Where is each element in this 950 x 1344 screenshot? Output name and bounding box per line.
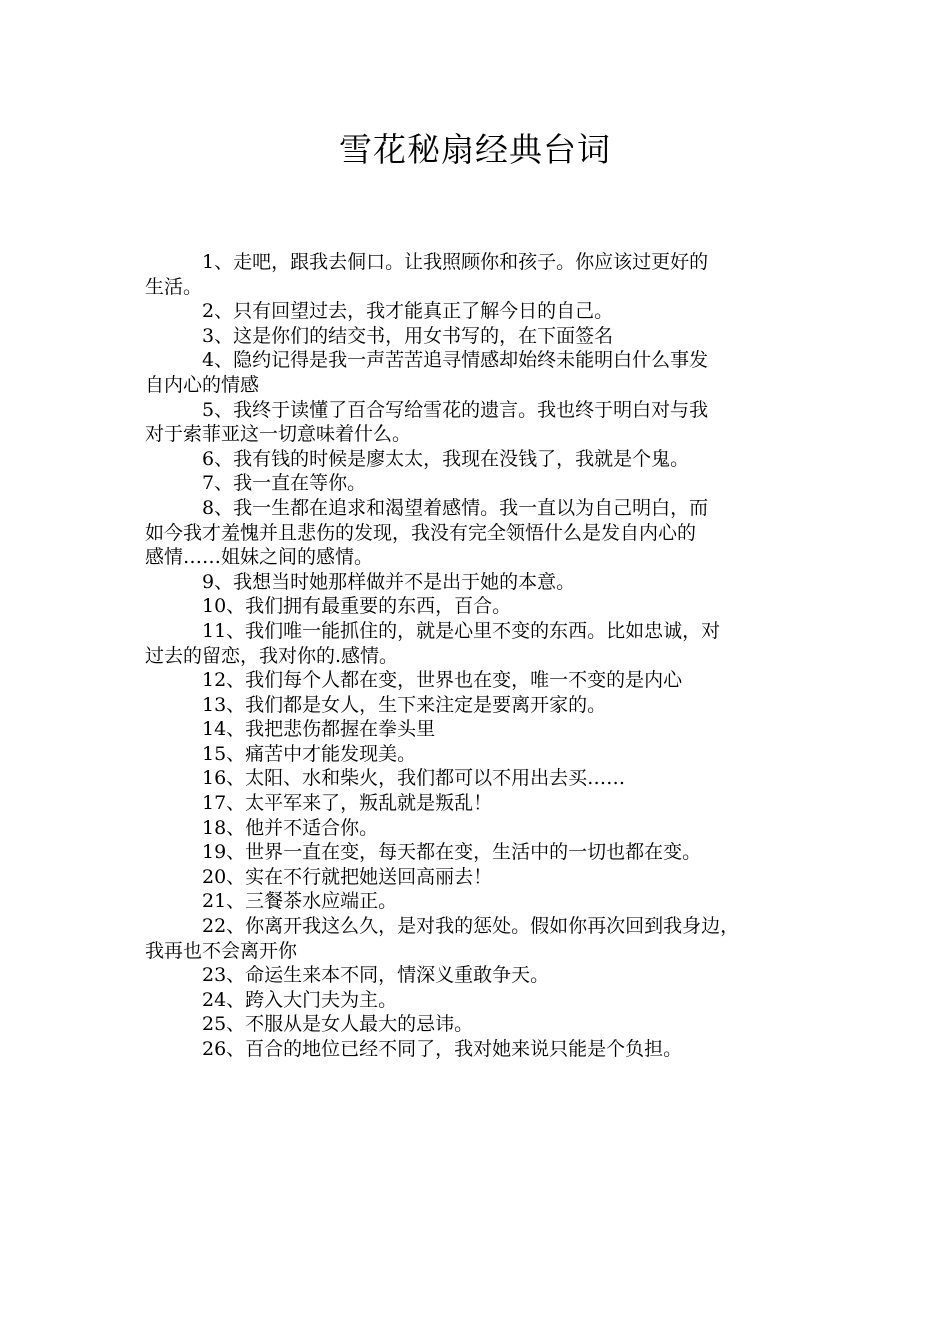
quote-line: 25、不服从是女人最大的忌讳。 (202, 1013, 474, 1036)
quote-line: 23、命运生来本不同，情深义重敢争天。 (202, 964, 550, 987)
quote-line: 1、走吧，跟我去侗口。让我照顾你和孩子。你应该过更好的 (202, 251, 709, 273)
quote-line: 如今我才羞愧并且悲伤的发现，我没有完全领悟什么是发自内心的 (145, 521, 697, 544)
quote-line: 10、我们拥有最重要的东西，百合。 (202, 595, 512, 618)
quote-line: 26、百合的地位已经不同了，我对她来说只能是个负担。 (202, 1038, 683, 1060)
quote-line: 14、我把悲伤都握在拳头里 (202, 718, 436, 741)
quote-line: 对于索菲亚这一切意味着什么。 (145, 423, 412, 446)
quote-line: 3、这是你们的结交书，用女书写的，在下面签名 (202, 324, 614, 347)
quote-line: 自内心的情感 (145, 373, 260, 396)
quote-line: 11、我们唯一能抓住的，就是心里不变的东西。比如忠诚，对 (202, 619, 721, 642)
quote-line: 17、太平军来了，叛乱就是叛乱！ (202, 792, 493, 815)
quote-line: 8、我一生都在追求和渴望着感情。我一直以为自己明白，而 (202, 496, 709, 519)
quote-line: 生活。 (145, 275, 203, 298)
quote-line: 过去的留恋，我对你的.感情。 (145, 644, 399, 667)
quote-line: 5、我终于读懂了百合写给雪花的遗言。我也终于明白对与我 (202, 398, 709, 421)
quote-list (145, 250, 825, 1062)
quote-line: 12、我们每个人都在变，世界也在变，唯一不变的是内心 (202, 669, 683, 692)
quote-line: 7、我一直在等你。 (202, 472, 367, 495)
quote-line: 20、实在不行就把她送回高丽去！ (202, 865, 493, 888)
quote-line: 18、他并不适合你。 (202, 816, 379, 839)
quote-line: 22、你离开我这么久，是对我的惩处。假如你再次回到我身边， (202, 915, 740, 938)
quote-line: 16、太阳、水和柴火，我们都可以不用出去买…… (202, 767, 626, 790)
quote-line: 19、世界一直在变，每天都在变，生活中的一切也都在变。 (202, 841, 702, 864)
quote-line: 13、我们都是女人，生下来注定是要离开家的。 (202, 693, 607, 716)
quote-line: 9、我想当时她那样做并不是出于她的本意。 (202, 570, 576, 593)
quote-line: 15、痛苦中才能发现美。 (202, 742, 417, 765)
quote-line: 24、跨入大门夫为主。 (202, 988, 398, 1011)
quote-line: 感情……姐妹之间的感情。 (145, 546, 374, 569)
quote-line: 我再也不会离开你 (145, 939, 298, 962)
quote-line: 6、我有钱的时候是廖太太，我现在没钱了，我就是个鬼。 (202, 447, 690, 470)
quote-line: 4、隐约记得是我一声苦苦追寻情感却始终未能明白什么事发 (202, 349, 709, 372)
quote-line: 21、三餐茶水应端正。 (202, 890, 398, 913)
quote-line: 2、只有回望过去，我才能真正了解今日的自己。 (202, 300, 614, 323)
document-title: 雪花秘扇经典台词 (339, 130, 611, 169)
